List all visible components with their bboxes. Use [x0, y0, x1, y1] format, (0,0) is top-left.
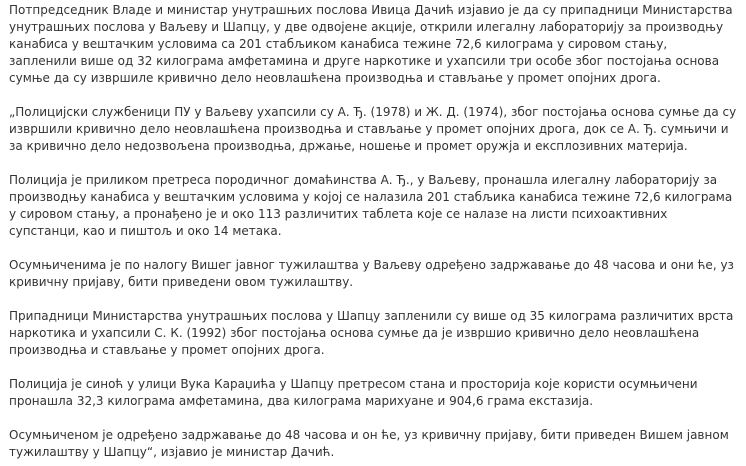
article-paragraph-6: Полиција је синоћ у улици Вука Караџића у Шапцу претресом стана и просторија које користи осумњичени пронашла 32,3 килограма амфетамина, два килограма марихуане и 904,6 грама екстазија.: [9, 377, 698, 408]
article-paragraph-7: Осумњиченом је одређено задржавање до 48 часова и он ће, уз кривичну пријаву, бити приведен Вишем јавном тужилаштву у Шапцу“, изјавио је министар Дачић.: [9, 428, 729, 459]
article-paragraph-5: Припадници Министарства унутрашњих послова у Шапцу запленили су више од 35 килограма различитих врста наркотика и ухапсили С. К. (1992) због постојања основа сумње да је извршио кривично дело неовлашћена производња и стављање у промет опојних дрога.: [9, 309, 734, 357]
article-paragraph-3: Полиција је приликом претреса породичног домаћинства А. Ђ., у Ваљеву, пронашла илегалну лабораторију за производњу канабиса у вештачким условима у којој се налазила 201 стабљика канабиса тежине 72,6 килограма у сировом стању, а пронађено је и око 113 различитих таблета које се налазе на листи психоактивних супстанци, као и пиштољ и око 14 метака.: [9, 173, 733, 238]
article-paragraph-1: Потпредседник Владе и министар унутрашњих послова Ивица Дачић изјавио је да су припадници Министарства унутрашњих послова у Ваљеву и Шапцу, у две одвојене акције, открили илегалну лабораторију за производњу канабиса у вештачким условима са 201 стабљиком канабиса тежине 72,6 килограма у сировом стању, запленили више од 32 килограма амфетамина и друге наркотике и ухапсили три особе због постојања основа сумње да су извршиле кривично дело неовлашћена производња и стављање у промет опојних дрога.: [9, 3, 733, 85]
article-paragraph-2: „Полицијски службеници ПУ у Ваљеву ухапсили су А. Ђ. (1978) и Ж. Д. (1974), због постојања основа сумње да су извршили кривично дело неовлашћена производња и стављање у промет опојних дрога, док се А. Ђ. сумњичи и за кривично дело недозвољена производња, држање, ношење и промет оружја и експлозивних материја.: [9, 105, 737, 153]
article-paragraph-4: Осумњиченима је по налогу Вишег јавног тужилаштва у Ваљеву одређено задржавање до 48 часова и они ће, уз кривичну пријаву, бити приведени овом тужилаштву.: [9, 258, 734, 289]
